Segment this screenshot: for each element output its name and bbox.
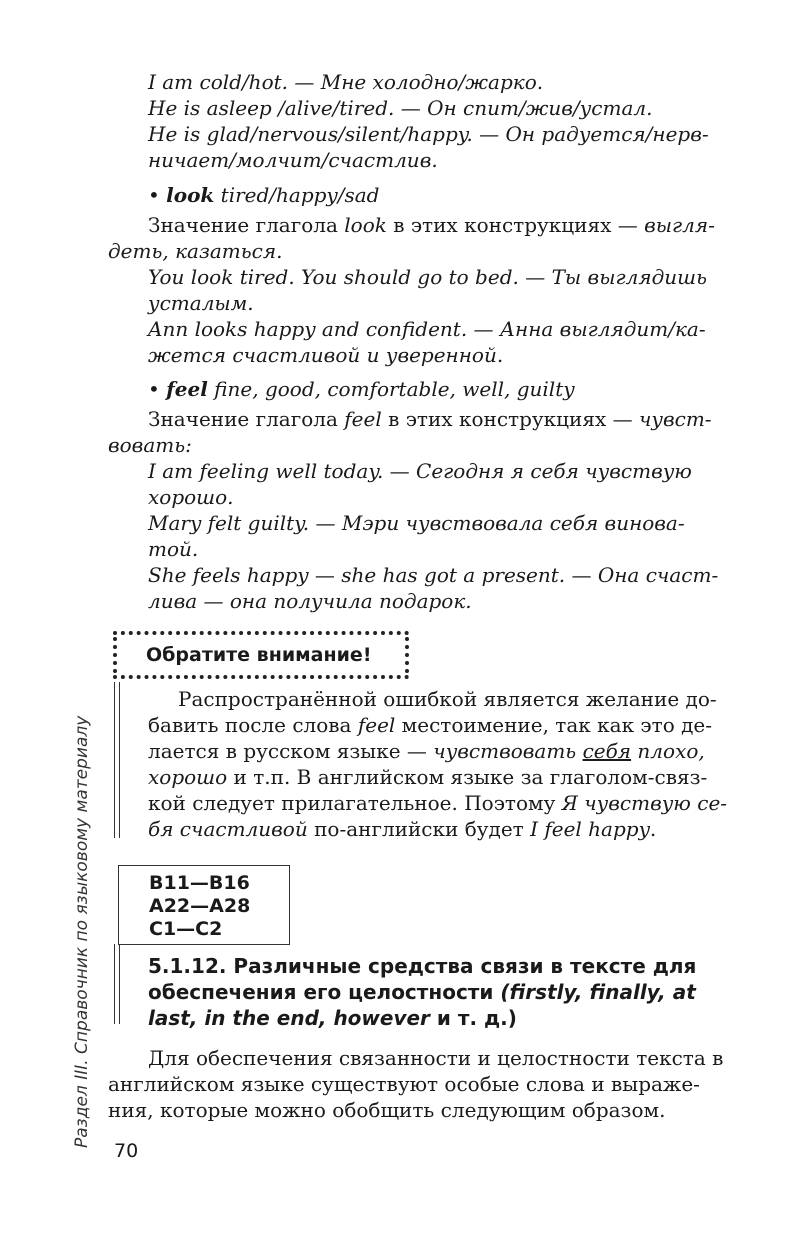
exam-codes-box xyxy=(118,865,290,945)
feel-example1-line2: хорошо. xyxy=(148,485,234,509)
text: (firstly, finally, at xyxy=(500,980,696,1004)
exam-code-b: B11—B16 xyxy=(149,872,250,894)
exam-code-a: A22—A28 xyxy=(149,895,251,917)
body-line1: Для обеспечения связанности и целостности текста в xyxy=(148,1046,724,1070)
text: бя счастливой xyxy=(148,817,308,841)
body-line3: ния, которые можно обобщить следующим образом. xyxy=(108,1098,666,1122)
text: по-английски будет xyxy=(307,817,531,841)
feel-meaning-line1 xyxy=(148,407,712,431)
text: feel xyxy=(344,407,382,431)
text: хорошо xyxy=(148,765,228,789)
section-heading-line1: 5.1.12. Различные средства связи в тексте для xyxy=(148,954,697,978)
feel-adjectives: fine, good, comfortable, well, guilty xyxy=(207,377,575,401)
running-section-title: Раздел III. Справочник по языковому материалу xyxy=(72,715,92,1148)
feel-example2-line1: Mary felt guilty. — Мэри чувствовала себя винова- xyxy=(148,511,685,535)
feel-example3-line2: лива — она получила подарок. xyxy=(148,589,472,613)
text: . xyxy=(649,817,657,841)
example-glad: He is glad/nervous/silent/happy. — Он радуется/нерв- xyxy=(148,122,709,146)
text: чувст- xyxy=(638,407,712,431)
attention-line2 xyxy=(148,713,712,737)
text: Я чувствую се- xyxy=(561,791,728,815)
text: лается в русском языке — xyxy=(148,739,434,763)
feel-verb: feel xyxy=(166,377,208,401)
section-heading-line3 xyxy=(148,1005,517,1031)
feel-meaning-line2: вовать: xyxy=(108,433,192,457)
look-example2-line2: жется счастливой и уверенной. xyxy=(148,343,504,367)
text: кой следует прилагательное. Поэтому xyxy=(148,791,562,815)
look-meaning-line1 xyxy=(148,213,715,237)
feel-example2-line2: той. xyxy=(148,537,199,561)
page-number: 70 xyxy=(114,1140,139,1162)
attention-box xyxy=(113,631,409,679)
look-example2-line1: Ann looks happy and confident. — Анна выглядит/ка- xyxy=(148,317,706,341)
text: выгля- xyxy=(644,213,715,237)
look-verb: look xyxy=(166,183,215,207)
look-meaning-line2: деть, казаться. xyxy=(108,239,283,263)
text: last, in the end, however xyxy=(148,1006,430,1030)
text: плохо, xyxy=(631,739,705,763)
example-glad-cont: ничает/молчит/счастлив. xyxy=(148,148,438,172)
section-rule-left xyxy=(114,944,115,1024)
look-adjectives: tired/happy/sad xyxy=(214,183,380,207)
text: feel xyxy=(357,713,396,737)
text: Значение глагола xyxy=(148,213,345,237)
look-example1-line1: You look tired. You should go to bed. — Ты выглядишь xyxy=(148,265,707,289)
example-asleep: He is asleep /alive/tired. — Он спит/жив/устал. xyxy=(148,96,653,120)
section-heading-line2 xyxy=(148,979,696,1005)
text: Значение глагола xyxy=(148,407,345,431)
attention-line5 xyxy=(148,791,727,815)
attention-rule-left xyxy=(114,682,115,838)
section-rule-right xyxy=(119,944,120,1024)
text: местоимение, так как это де- xyxy=(395,713,713,737)
text: бавить после слова xyxy=(148,713,358,737)
look-example1-line2: усталым. xyxy=(148,291,254,315)
attention-line6 xyxy=(148,817,656,841)
underlined-word: себя xyxy=(582,739,632,763)
example-cold-hot: I am cold/hot. — Мне холодно/жарко. xyxy=(148,70,544,94)
feel-example1-line1: I am feeling well today. — Сегодня я себя чувствую xyxy=(148,459,692,483)
text: в этих конструкциях — xyxy=(386,213,645,237)
feel-bullet-heading xyxy=(148,377,575,401)
feel-example3-line1: She feels happy — she has got a present. — Она счаст- xyxy=(148,563,719,587)
text: чувствовать xyxy=(433,739,583,763)
look-bullet-heading xyxy=(148,183,379,207)
text: I feel happy xyxy=(530,817,650,841)
attention-title: Обратите внимание! xyxy=(146,644,372,666)
body-line2: английском языке существуют особые слова и выраже- xyxy=(108,1072,700,1096)
attention-line3 xyxy=(148,739,705,763)
attention-line4 xyxy=(148,765,707,789)
text: и т.п. В английском языке за глаголом-связ- xyxy=(227,765,708,789)
exam-code-c: C1—C2 xyxy=(149,918,223,940)
text: look xyxy=(344,213,387,237)
bullet: • xyxy=(148,183,160,207)
text: в этих конструкциях — xyxy=(381,407,639,431)
bullet: • xyxy=(148,377,160,401)
text: и т. д.) xyxy=(429,1006,517,1030)
attention-line1: Распространённой ошибкой является желание до- xyxy=(178,687,717,711)
text: обеспечения его целостности xyxy=(148,980,501,1004)
attention-rule-right xyxy=(119,682,120,838)
